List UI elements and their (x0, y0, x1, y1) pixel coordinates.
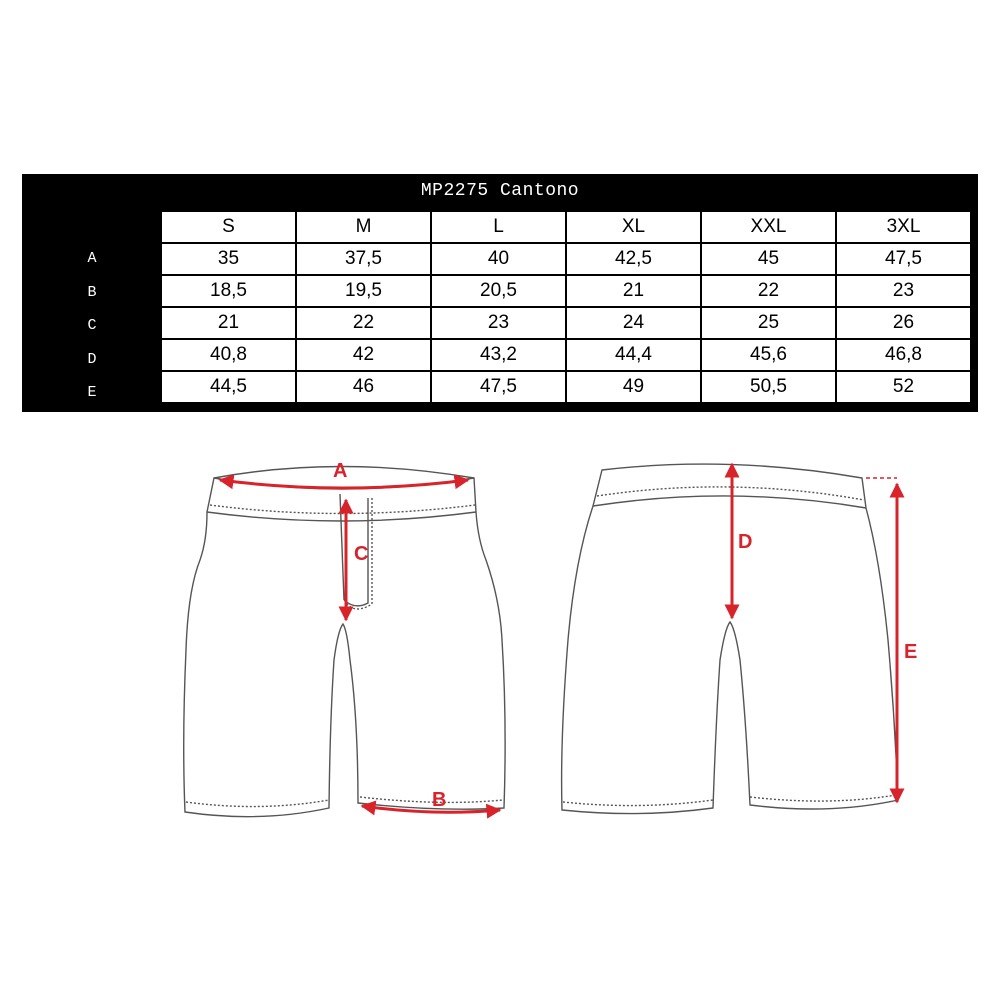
table-cell: 44,5 (162, 372, 295, 402)
back-left-hem-stitch (563, 800, 713, 806)
table-cell: 44,4 (567, 340, 700, 370)
measurement-arrows (220, 464, 897, 812)
label-a: A (333, 460, 348, 482)
table-cell: 45 (702, 244, 835, 274)
table-cell: 18,5 (162, 276, 295, 306)
table-cell: 22 (702, 276, 835, 306)
size-header-cell: 3XL (837, 212, 970, 242)
row-label-b: B (87, 284, 97, 301)
row-label-e: E (87, 384, 97, 401)
table-cell: 19,5 (297, 276, 430, 306)
label-e: E (904, 641, 918, 663)
front-view (184, 467, 505, 817)
table-cell: 23 (432, 308, 565, 338)
table-cell: 20,5 (432, 276, 565, 306)
size-header-cell: S (162, 212, 295, 242)
table-cell: 40 (432, 244, 565, 274)
label-b: B (432, 789, 447, 811)
size-header-cell: XL (567, 212, 700, 242)
table-cell: 43,2 (432, 340, 565, 370)
table-cell: 21 (162, 308, 295, 338)
table-cell: 50,5 (702, 372, 835, 402)
table-cell: 47,5 (837, 244, 970, 274)
row-label-d: D (87, 351, 97, 368)
table-cell: 22 (297, 308, 430, 338)
table-cell: 42 (297, 340, 430, 370)
table-cell: 52 (837, 372, 970, 402)
table-cell: 26 (837, 308, 970, 338)
label-c: C (354, 543, 369, 565)
table-cell: 45,6 (702, 340, 835, 370)
table-cell: 24 (567, 308, 700, 338)
row-label-c: C (87, 317, 97, 334)
back-right-hem-stitch (750, 795, 896, 801)
table-cell: 23 (837, 276, 970, 306)
row-label-a: A (87, 250, 97, 267)
table-cell: 47,5 (432, 372, 565, 402)
back-waistband-line (593, 496, 866, 508)
front-left-hem-stitch (186, 800, 329, 807)
table-cell: 25 (702, 308, 835, 338)
front-waist-stitch (210, 505, 475, 514)
back-view (562, 464, 898, 813)
table-cell: 46,8 (837, 340, 970, 370)
front-outline (184, 467, 505, 817)
table-cell: 35 (162, 244, 295, 274)
size-header-cell: L (432, 212, 565, 242)
size-header-cell: XXL (702, 212, 835, 242)
back-outline (562, 464, 898, 813)
table-cell: 46 (297, 372, 430, 402)
chart-title: MP2275 Cantono (420, 181, 580, 201)
table-cell: 40,8 (162, 340, 295, 370)
label-d: D (738, 531, 753, 553)
size-header-cell: M (297, 212, 430, 242)
table-cell: 49 (567, 372, 700, 402)
table-cell: 42,5 (567, 244, 700, 274)
table-cell: 21 (567, 276, 700, 306)
table-cell: 37,5 (297, 244, 430, 274)
